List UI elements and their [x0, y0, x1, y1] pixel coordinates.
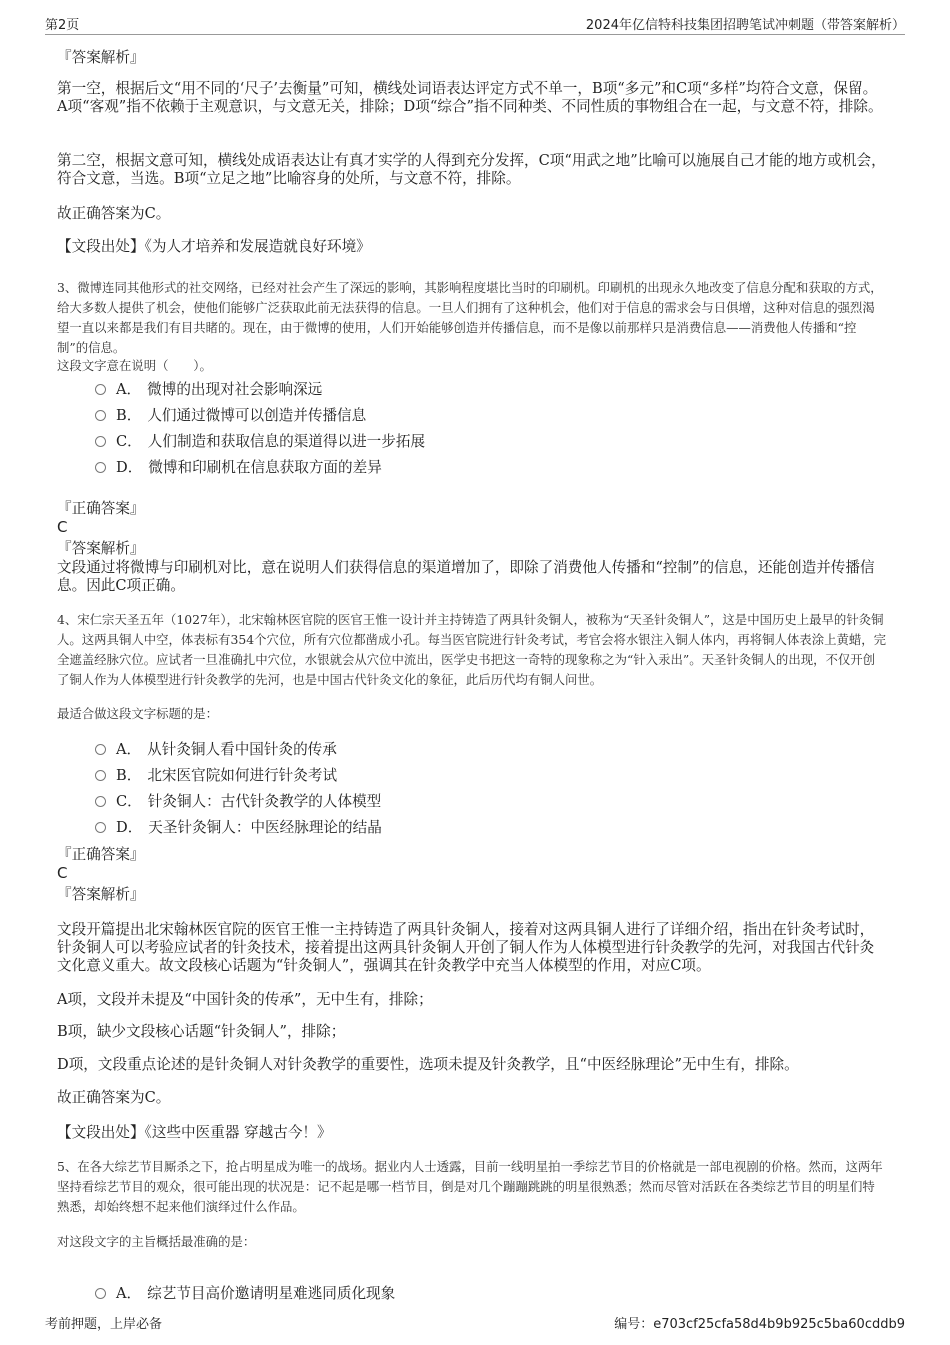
q5-question: 对这段文字的主旨概括最准确的是：	[57, 1234, 256, 1249]
radio-button[interactable]	[95, 744, 106, 755]
document-title: 2024年亿信特科技集团招聘笔试冲刺题（带答案解析）	[585, 18, 905, 33]
radio-button[interactable]	[95, 410, 106, 421]
q3-option-c[interactable]: C． 人们制造和获取信息的渠道得以进一步拓展	[95, 433, 425, 451]
q3-stem: 3、微博连同其他形式的社交网络，已经对社会产生了深远的影响，其影响程度堪比当时的印刷机。印刷机的出现永久地改变了信息分配和获取的方式，给大多数人提供了机会，使他们能够广泛获取此前无法获得的信息。一旦人们拥有了这种机会，他们对于信息的需求会与日俱增，这种对信息的强烈渴望一直以来都是我们有目共睹的。现在，由于微博的使用，人们开始能够创造并传播信息，而不是像以前那样只是消费信息——消费他人传播和“控制”的信息。	[57, 280, 883, 355]
q3-question: 这段文字意在说明（ ）。	[57, 358, 212, 373]
q4-conclusion: 故正确答案为C。	[57, 1089, 171, 1106]
q3-option-d[interactable]: D． 微博和印刷机在信息获取方面的差异	[95, 459, 382, 477]
q3-correct-label: 『正确答案』	[57, 500, 145, 517]
q2-conclusion: 故正确答案为C。	[57, 205, 171, 222]
q2-analysis-p2: 第二空，根据文意可知，横线处成语表达让有真才实学的人得到充分发挥，C项“用武之地”比喻可以施展自己才能的地方或机会，符合文意，当选。B项“立足之地”比喻容身的处所，与文意不符，排除。	[57, 152, 886, 187]
radio-button[interactable]	[95, 384, 106, 395]
q4-analysis-p4: D项，文段重点论述的是针灸铜人对针灸教学的重要性，选项未提及针灸教学，且“中医经脉理论”无中生有，排除。	[57, 1056, 799, 1073]
radio-button[interactable]	[95, 822, 106, 833]
q4-stem: 4、宋仁宗天圣五年（1027年），北宋翰林医官院的医官王惟一设计并主持铸造了两具针灸铜人，被称为“天圣针灸铜人”，这是中国历史上最早的针灸铜人。这两具铜人中空，体表标有354个穴位，所有穴位都凿成小孔。每当医官院进行针灸考试，考官会将水银注入铜人体内，再将铜人体表涂上黄蜡，完全遮盖经脉穴位。应试者一旦准确扎中穴位，水银就会从穴位中流出，医学史书把这一奇特的现象称之为“针入汞出”。天圣针灸铜人的出现，不仅开创了铜人作为人体模型进行针灸教学的先河，也是中国古代针灸文化的象征，此后历代均有铜人问世。	[57, 612, 887, 687]
q4-analysis-label: 『答案解析』	[57, 886, 145, 903]
radio-button[interactable]	[95, 436, 106, 447]
q4-option-c[interactable]: C． 针灸铜人：古代针灸教学的人体模型	[95, 793, 381, 811]
q3-analysis-label: 『答案解析』	[57, 540, 145, 557]
document-id: 编号：e703cf25cfa58d4b9b925c5ba60cddb9	[614, 1317, 905, 1332]
q4-source: 【文段出处】《这些中医重器 穿越古今！》	[57, 1124, 332, 1141]
q4-question: 最适合做这段文字标题的是：	[57, 706, 219, 721]
page-header	[45, 12, 905, 35]
q4-correct-answer: C	[57, 864, 68, 882]
q5-stem: 5、在各大综艺节目厮杀之下，抢占明星成为唯一的战场。据业内人士透露，目前一线明星拍一季综艺节目的价格就是一部电视剧的价格。然而，这两年坚持看综艺节目的观众，很可能出现的状况是：记不起是哪一档节目，倒是对几个蹦蹦跳跳的明星很熟悉；然而尽管对活跃在各类综艺节目的明星们特熟悉，却始终想不起来他们演绎过什么作品。	[57, 1159, 883, 1214]
q4-analysis-p1: 文段开篇提出北宋翰林医官院的医官王惟一主持铸造了两具针灸铜人，接着对这两具铜人进行了详细介绍，指出在针灸考试时，针灸铜人可以考验应试者的针灸技术，接着提出这两具针灸铜人开创了铜人作为人体模型进行针灸教学的先河，对我国古代针灸文化意义重大。故文段核心话题为“针灸铜人”，强调其在针灸教学中充当人体模型的作用，对应C项。	[57, 921, 875, 974]
q3-option-b[interactable]: B． 人们通过微博可以创造并传播信息	[95, 407, 366, 425]
q4-option-a[interactable]: A． 从针灸铜人看中国针灸的传承	[95, 741, 337, 759]
radio-button[interactable]	[95, 770, 106, 781]
footer-slogan: 考前押题，上岸必备	[45, 1317, 163, 1332]
q4-option-d[interactable]: D． 天圣针灸铜人：中医经脉理论的结晶	[95, 819, 382, 837]
q3-correct-answer: C	[57, 518, 68, 536]
radio-button[interactable]	[95, 796, 106, 807]
page-number: 第2页	[45, 18, 80, 33]
q4-option-b[interactable]: B． 北宋医官院如何进行针灸考试	[95, 767, 337, 785]
radio-button[interactable]	[95, 1288, 106, 1299]
radio-button[interactable]	[95, 462, 106, 473]
q4-analysis-p3: B项，缺少文段核心话题“针灸铜人”，排除；	[57, 1023, 346, 1040]
q3-analysis: 文段通过将微博与印刷机对比，意在说明人们获得信息的渠道增加了，即除了消费他人传播和“控制”的信息，还能创造并传播信息。因此C项正确。	[57, 559, 875, 594]
q4-correct-label: 『正确答案』	[57, 846, 145, 863]
q4-analysis-p2: A项，文段并未提及“中国针灸的传承”，无中生有，排除；	[57, 991, 433, 1008]
q5-option-a[interactable]: A． 综艺节目高价邀请明星难逃同质化现象	[95, 1285, 395, 1303]
q2-analysis-p1: 第一空，根据后文“用不同的‘尺子’去衡量”可知，横线处词语表达评定方式不单一，B项“多元”和C项“多样”均符合文意，保留。A项“客观”指不依赖于主观意识，与文意无关，排除；D项“综合”指不同种类、不同性质的事物组合在一起，与文意不符，排除。	[57, 80, 883, 115]
q2-source: 【文段出处】《为人才培养和发展造就良好环境》	[57, 238, 371, 255]
q2-analysis-label: 『答案解析』	[57, 49, 145, 66]
q3-option-a[interactable]: A． 微博的出现对社会影响深远	[95, 381, 322, 399]
